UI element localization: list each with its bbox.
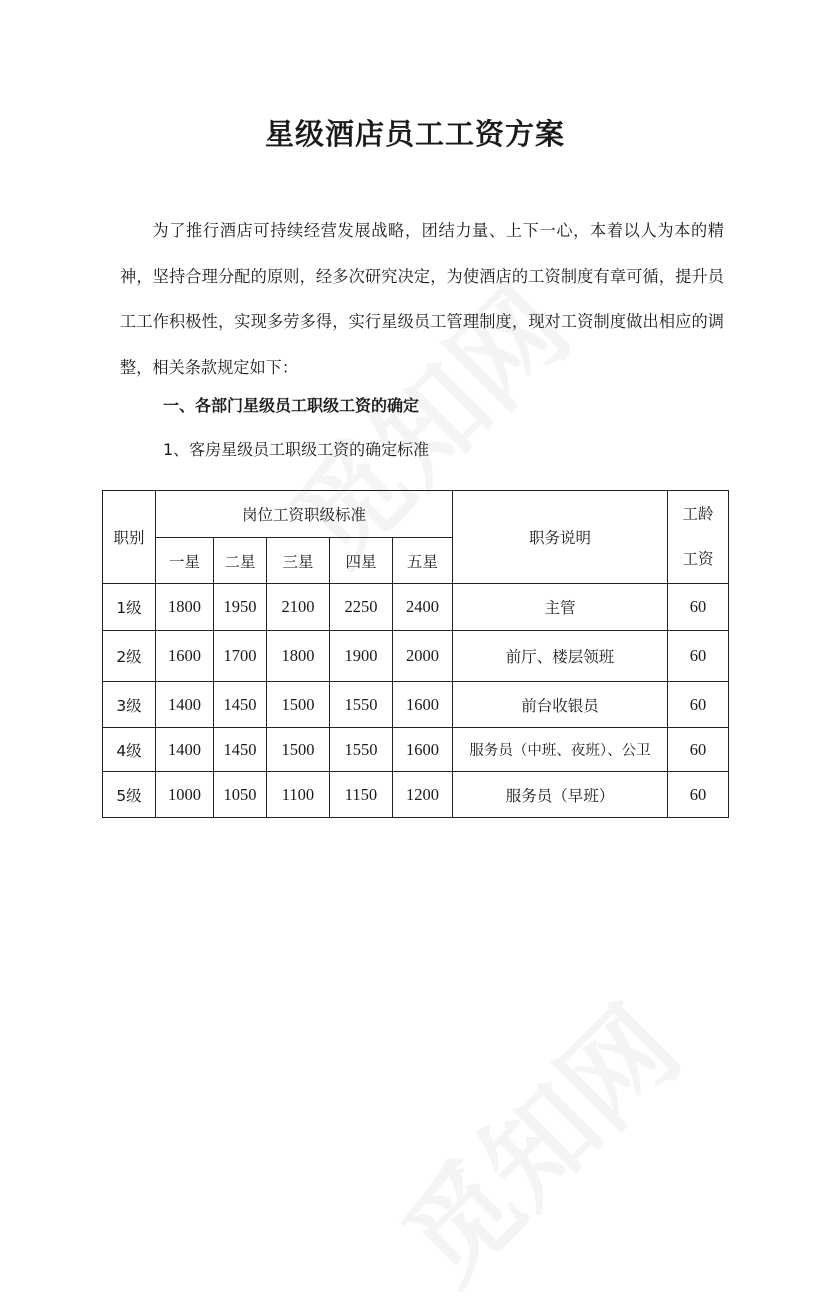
- row-value: 1000: [156, 772, 214, 818]
- salary-table: [102, 490, 729, 818]
- row-level: 4级: [103, 728, 156, 772]
- header-star-3: 三星: [267, 538, 330, 584]
- row-value: 1150: [330, 772, 393, 818]
- row-value: 1600: [156, 631, 214, 682]
- row-value: 1600: [393, 682, 453, 728]
- row-description: 前台收银员: [453, 682, 668, 728]
- table-row: [103, 631, 729, 682]
- header-standard: 岗位工资职级标准: [156, 491, 453, 538]
- row-value: 1950: [214, 584, 267, 631]
- row-value: 1600: [393, 728, 453, 772]
- row-value: 1900: [330, 631, 393, 682]
- table-row: [103, 682, 729, 728]
- row-value: 2250: [330, 584, 393, 631]
- header-description: 职务说明: [453, 491, 668, 584]
- row-level: 2级: [103, 631, 156, 682]
- row-value: 1200: [393, 772, 453, 818]
- header-star-5: 五星: [393, 538, 453, 584]
- row-value: 1550: [330, 682, 393, 728]
- row-level: 3级: [103, 682, 156, 728]
- table-row: [103, 772, 729, 818]
- header-seniority-line2: 工资: [682, 550, 714, 568]
- row-value: 1500: [267, 728, 330, 772]
- row-value: 1550: [330, 728, 393, 772]
- document-title: 星级酒店员工工资方案: [264, 117, 565, 151]
- table-header-row: [103, 491, 729, 538]
- row-description: 服务员（早班）: [453, 772, 668, 818]
- row-seniority: 60: [668, 728, 729, 772]
- row-value: 2100: [267, 584, 330, 631]
- row-seniority: 60: [668, 584, 729, 631]
- header-star-1: 一星: [156, 538, 214, 584]
- row-value: 2000: [393, 631, 453, 682]
- table-row: [103, 728, 729, 772]
- row-description: 前厅、楼层领班: [453, 631, 668, 682]
- row-value: 1050: [214, 772, 267, 818]
- header-seniority-line1: 工龄: [682, 505, 714, 523]
- sub-heading: 1、客房星级员工职级工资的确定标准: [163, 440, 430, 459]
- row-description: 服务员（中班、夜班）、公卫: [453, 728, 668, 772]
- row-value: 1700: [214, 631, 267, 682]
- watermark: [362, 966, 707, 1311]
- header-seniority: [668, 491, 729, 584]
- header-star-2: 二星: [214, 538, 267, 584]
- row-seniority: 60: [668, 682, 729, 728]
- row-value: 1400: [156, 682, 214, 728]
- row-value: 1450: [214, 682, 267, 728]
- row-level: 1级: [103, 584, 156, 631]
- intro-paragraph: 为了推行酒店可持续经营发展战略，团结力量、上下一心，本着以人为本的精神，坚持合理分配的原则，经多次研究决定，为使酒店的工资制度有章可循，提升员工工作积极性，实现多劳多得，实行星级员工管理制度，现对工资制度做出相应的调整，相关条款规定如下：: [120, 221, 724, 377]
- row-seniority: 60: [668, 631, 729, 682]
- header-level: 职别: [103, 491, 156, 584]
- row-value: 1800: [156, 584, 214, 631]
- row-value: 1400: [156, 728, 214, 772]
- section-heading: 一、各部门星级员工职级工资的确定: [163, 396, 420, 415]
- row-value: 1500: [267, 682, 330, 728]
- table-row: [103, 584, 729, 631]
- row-value: 1100: [267, 772, 330, 818]
- row-seniority: 60: [668, 772, 729, 818]
- header-star-4: 四星: [330, 538, 393, 584]
- row-value: 2400: [393, 584, 453, 631]
- row-level: 5级: [103, 772, 156, 818]
- row-value: 1450: [214, 728, 267, 772]
- row-description: 主管: [453, 584, 668, 631]
- row-value: 1800: [267, 631, 330, 682]
